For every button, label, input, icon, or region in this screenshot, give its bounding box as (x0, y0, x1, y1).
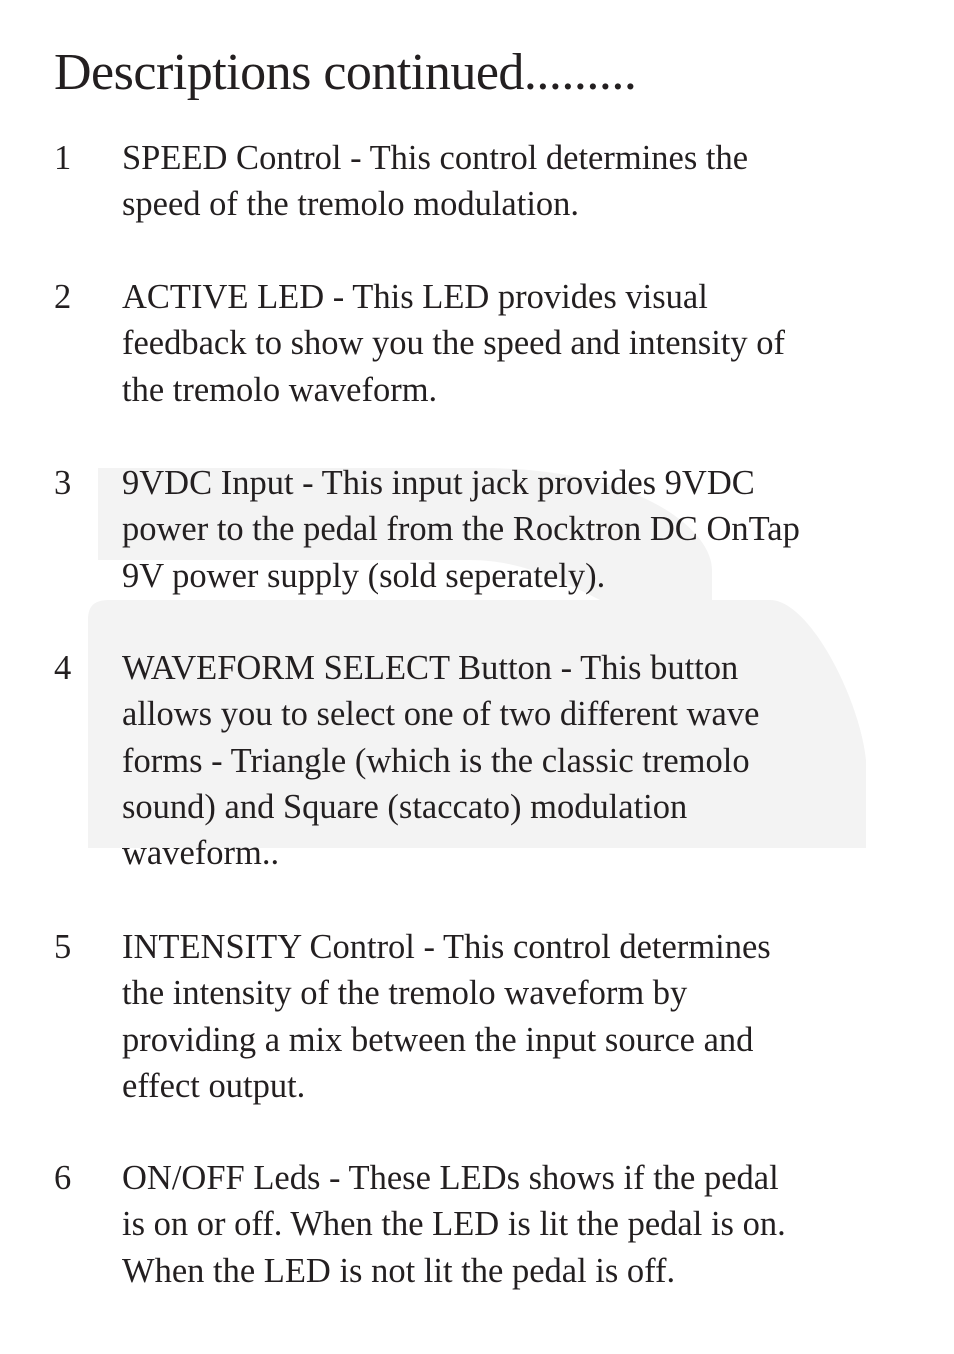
item-number: 6 (54, 1159, 72, 1197)
item-description: ON/OFF Leds - These LEDs shows if the pedal is on or off. When the LED is lit the pedal is on. When the LED is not lit the pedal is off. (122, 1159, 786, 1290)
item-number: 4 (54, 649, 72, 687)
item-description: SPEED Control - This control determines the speed of the tremolo modulation. (122, 139, 749, 224)
page-title: Descriptions continued......... (54, 44, 637, 101)
item-number: 5 (54, 928, 72, 966)
item-number: 1 (54, 139, 72, 177)
item-description: 9VDC Input - This input jack provides 9VDC power to the pedal from the Rocktron DC OnTap 9V power supply (sold seperately). (122, 464, 800, 595)
item-description: ACTIVE LED - This LED provides visual feedback to show you the speed and intensity of the tremolo waveform. (122, 278, 785, 409)
item-number: 3 (54, 464, 72, 502)
item-description: INTENSITY Control - This control determines the intensity of the tremolo waveform by providing a mix between the input source and effect output. (122, 928, 771, 1105)
item-number: 2 (54, 278, 72, 316)
item-description: WAVEFORM SELECT Button - This button allows you to select one of two different wave forms - Triangle (which is the classic tremolo sound) and Square (staccato) modulation waveform.. (122, 649, 760, 873)
